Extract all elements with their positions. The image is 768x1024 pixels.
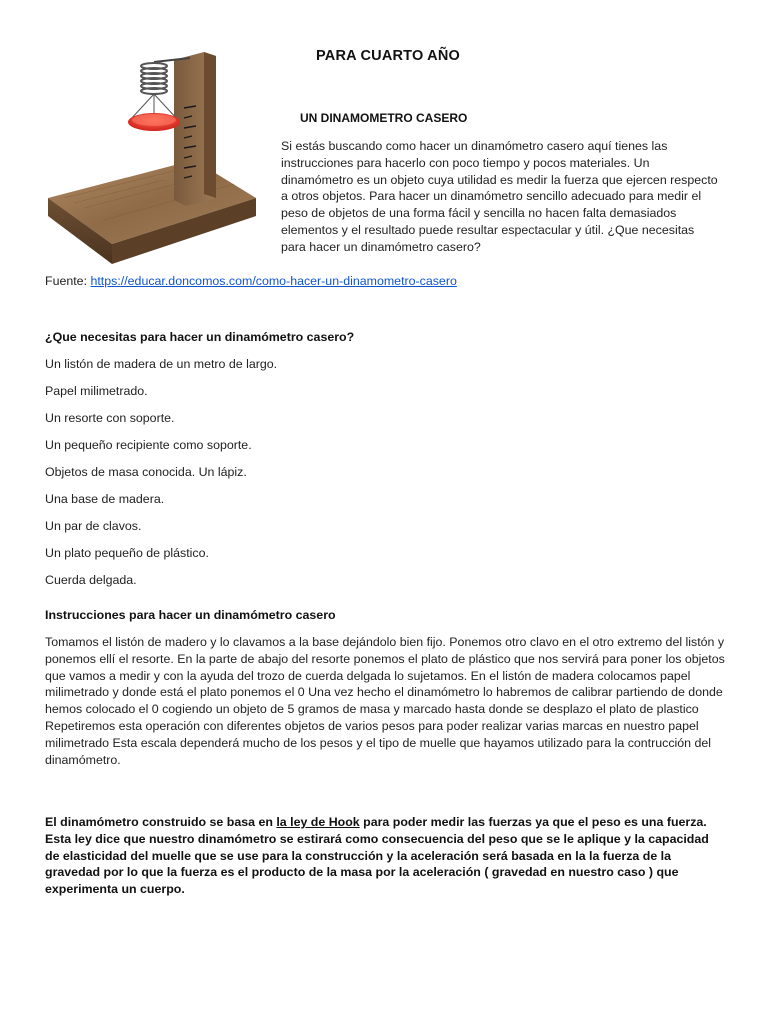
section-subtitle: UN DINAMOMETRO CASERO xyxy=(300,111,468,125)
list-item: Un resorte con soporte. xyxy=(45,411,175,425)
list-item: Cuerda delgada. xyxy=(45,573,137,587)
spring xyxy=(141,63,167,94)
dynamometer-illustration xyxy=(44,48,284,276)
page-title: PARA CUARTO AÑO xyxy=(316,48,460,64)
list-item: Un par de clavos. xyxy=(45,519,142,533)
instructions-paragraph: Tomamos el listón de madero y lo clavamos a la base dejándolo bien fijo. Ponemos otro clavo en el otro extremo del listón y ponemos ellí el resorte. En la parte de abajo del resorte ponemos el plato de plástico que nos servirá para poner los objetos que vamos a medir y con la ayuda del trozo de cuerda delgada lo sujetamos. En el listón de madera colocamos papel milimetrado y donde está el plato ponemos el 0 Una vez hecho el dinamómetro lo habremos de calibrar partiendo de donde hemos colocado el 0 cogiendo un objeto de 5 gramos de masa y marcado hasta donde se desplazo el plato de plastico Repetiremos esta operación con diferentes objetos de varios pesos para poder realizar varias marcas en nuestro papel milimetrado Esta escala dependerá mucho de los pesos y el tipo de muelle que hayamos utilizado para la contrucción del dinamómetro. xyxy=(45,635,725,767)
intro-paragraph: Si estás buscando como hacer un dinamómetro casero aquí tienes las instrucciones para hacerlo con poco tiempo y pocos materiales. Un dinamómetro es un objeto cuya utilidad es medir la fuerza que ejercen respecto a otros objetos. Para hacer un dinamómetro sencillo adecuado para medir el peso de objetos de una forma fácil y sencilla no hacen falta demasiados elementos y el resultado puede resultar espectacular y útil. ¿Que necesitas para hacer un dinamómetro casero? xyxy=(281,139,718,254)
list-item: Una base de madera. xyxy=(45,492,165,506)
source-label: Fuente: xyxy=(45,274,91,288)
conclusion-paragraph xyxy=(45,814,725,898)
source-line xyxy=(45,274,457,288)
hook-law-link[interactable]: la ley de Hook xyxy=(276,815,360,829)
list-item: Un listón de madera de un metro de largo. xyxy=(45,357,278,371)
instructions-heading: Instrucciones para hacer un dinamómetro casero xyxy=(45,608,336,622)
conclusion-text-before: El dinamómetro construido se basa en xyxy=(45,815,277,829)
source-link[interactable]: https://educar.doncomos.com/como-hacer-un-dinamometro-casero xyxy=(90,274,457,288)
conclusion-text-after: para poder medir las fuerzas ya que el peso es una fuerza. Esta ley dice que nuestro dinamómetro se estirará como consecuencia del peso que se le aplique y la capacidad de elasticidad del muelle que se use para la construcción y la aceleración será basada en la la fuerza de la gravedad por lo que la fuerza es el producto de la masa por la aceleración ( gravedad en nuestro caso ) que experimenta un cuerpo. xyxy=(45,815,709,897)
materials-list xyxy=(45,356,277,599)
list-item: Un pequeño recipiente como soporte. xyxy=(45,438,252,452)
list-item: Papel milimetrado. xyxy=(45,384,148,398)
list-item: Objetos de masa conocida. Un lápiz. xyxy=(45,465,247,479)
materials-heading: ¿Que necesitas para hacer un dinamómetro casero? xyxy=(45,330,355,344)
list-item: Un plato pequeño de plástico. xyxy=(45,546,209,560)
